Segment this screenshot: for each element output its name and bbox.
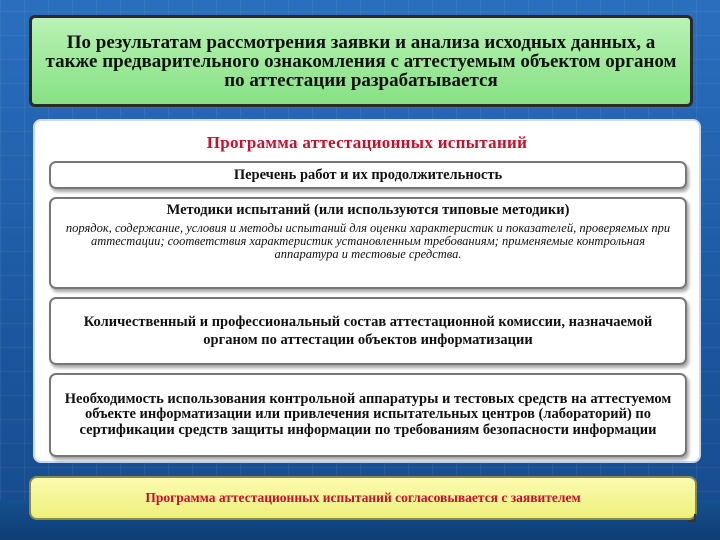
program-item-equipment	[49, 373, 687, 457]
corner-mark	[688, 514, 696, 522]
program-item-details: порядок, содержание, условия и методы испытаний для оценки характеристик и показателей, проверяемых при аттестации; соответствия характеристик установленным требованиям; применяемые контрольная аппаратура и тестовые средства.	[65, 221, 671, 261]
program-item-commission	[49, 297, 687, 365]
program-item-text: Количественный и профессиональный состав аттестационной комиссии, назначаемой органом по аттестации объектов информатизации	[83, 314, 653, 348]
program-panel	[33, 119, 701, 463]
intro-header-text: По результатам рассмотрения заявки и анализа исходных данных, а также предварительного ознакомления с аттестуемым объектом органом по аттестации разрабатывается	[45, 31, 677, 91]
program-item-work-list	[49, 161, 687, 189]
program-title: Программа аттестационных испытаний	[206, 133, 528, 152]
program-item-text: Необходимость использования контрольной аппаратуры и тестовых средств на аттестуемом объекте информатизации или привлечения испытательных центров (лабораторий) по сертификации средств защиты информации по требованиям безопасности информации	[64, 390, 672, 438]
approval-footer-text: Программа аттестационных испытаний согласовывается с заявителем	[145, 490, 581, 505]
intro-header-box	[29, 15, 693, 107]
program-item-text: Перечень работ и их продолжительность	[233, 167, 503, 183]
approval-footer-box	[29, 476, 697, 520]
program-item-text: Методики испытаний (или используются типовые методики)	[166, 202, 570, 218]
program-item-test-methods	[49, 197, 687, 289]
